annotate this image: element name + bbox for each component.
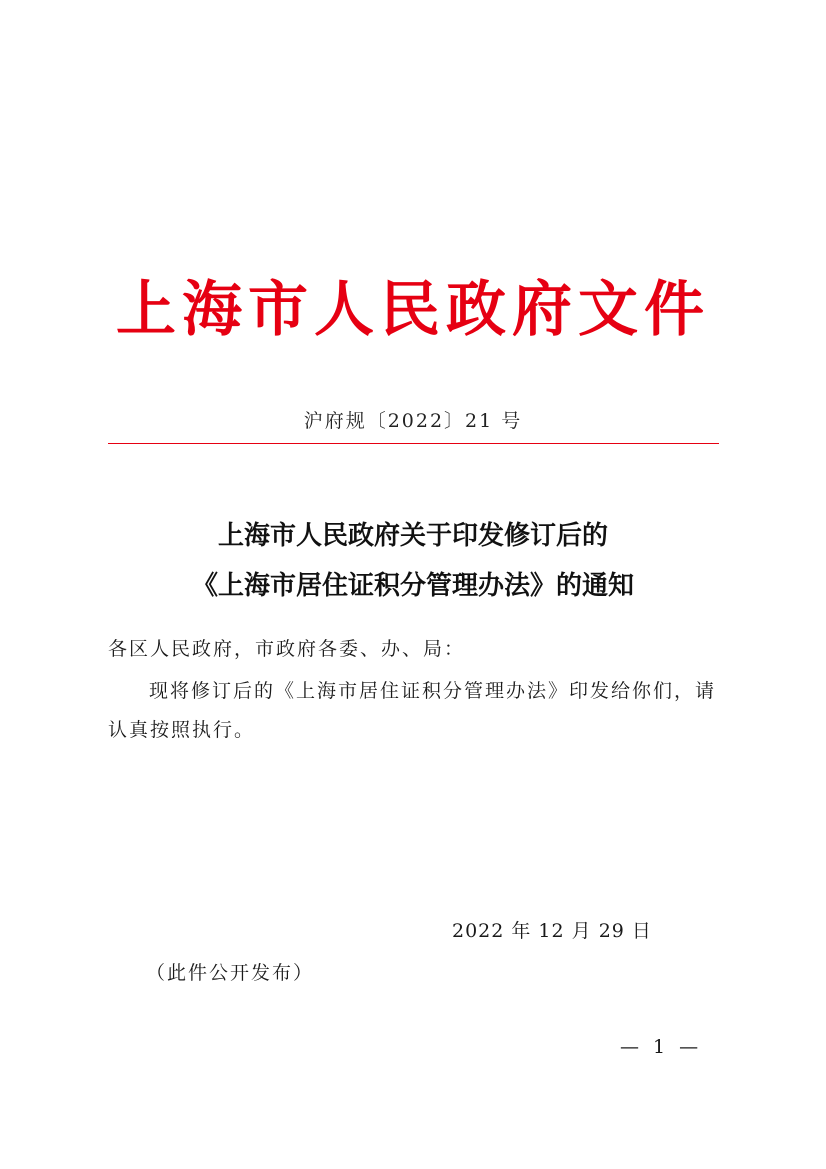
- document-number: 沪府规〔2022〕21 号: [303, 410, 523, 432]
- masthead-title: 上海市人民政府文件: [116, 275, 710, 345]
- salutation: 各区人民政府，市政府各委、办、局：: [108, 638, 466, 660]
- notice-title-line-1: 上海市人民政府关于印发修订后的: [217, 521, 608, 551]
- body-paragraph-line-2: 认真按照执行。: [108, 719, 256, 741]
- issue-date: 2022 年 12 月 29 日: [452, 920, 652, 942]
- red-divider-line: [108, 443, 719, 444]
- publication-note: （此件公开发布）: [146, 962, 315, 984]
- body-paragraph-line-1: 现将修订后的《上海市居住证积分管理办法》印发给你们，请: [149, 680, 717, 702]
- page-number: — 1 —: [620, 1036, 703, 1058]
- notice-title-line-2: 《上海市居住证积分管理办法》的通知: [191, 571, 634, 601]
